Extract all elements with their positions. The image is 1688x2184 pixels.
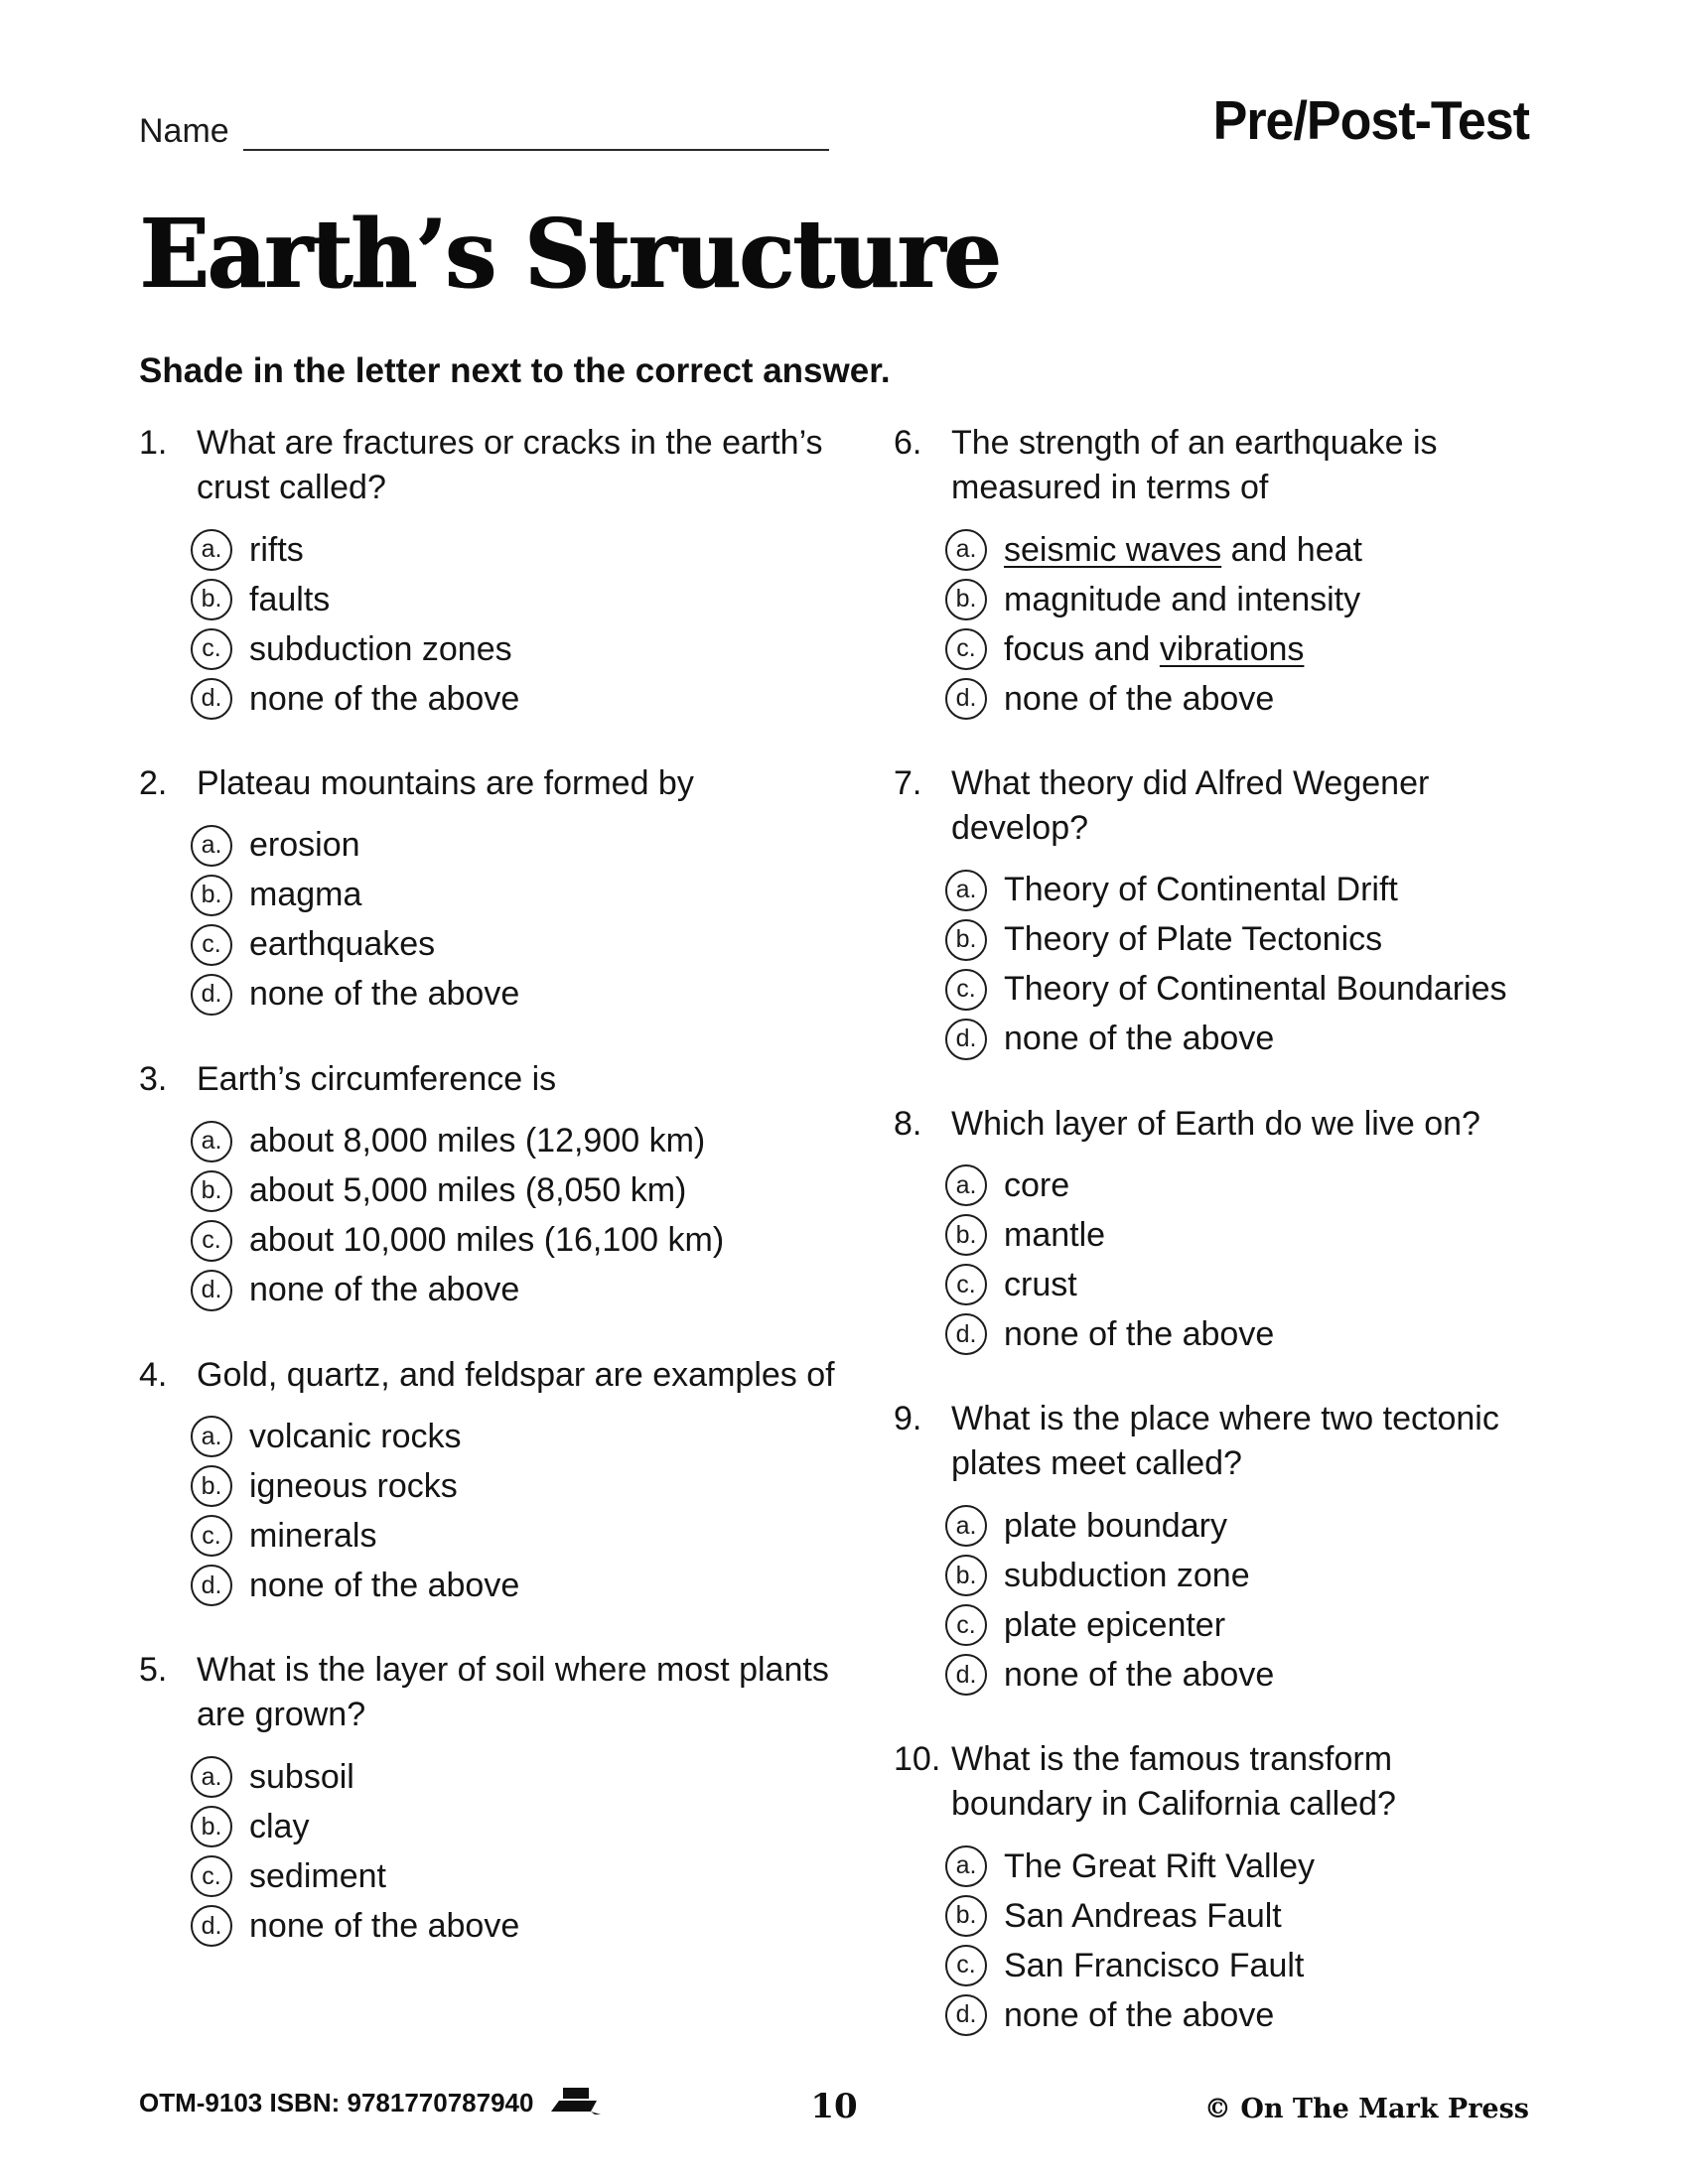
answer-bubble[interactable]: c.: [191, 924, 232, 966]
question-number: 2.: [139, 763, 168, 802]
question-columns: [139, 421, 1529, 2078]
answer-bubble[interactable]: a.: [945, 529, 987, 571]
option-text: [249, 973, 519, 1016]
option-text-segment: plate epicenter: [1004, 1605, 1226, 1644]
answer-bubble[interactable]: c.: [191, 1855, 232, 1897]
answer-bubble[interactable]: c.: [945, 969, 987, 1011]
option-text: [1004, 1505, 1227, 1548]
answer-bubble[interactable]: c.: [945, 1604, 987, 1646]
option-text-segment: none of the above: [249, 1567, 520, 1605]
question: [894, 421, 1529, 724]
question-text: Earth’s circumference is: [197, 1059, 557, 1098]
option-row: [191, 1752, 854, 1802]
option-text: [1004, 968, 1507, 1011]
option-row: [191, 1511, 854, 1561]
answer-bubble[interactable]: b.: [191, 1170, 232, 1212]
option-text-segment: subduction zones: [249, 629, 512, 668]
option-row: [191, 1802, 854, 1851]
option-text-segment: earthquakes: [249, 925, 436, 964]
question-number: 1.: [139, 424, 168, 462]
option-text-segment: none of the above: [249, 679, 520, 718]
question-text: What is the place where two tectonic plates meet called?: [951, 1400, 1499, 1483]
option-row: [945, 674, 1529, 724]
question-number: 3.: [139, 1059, 168, 1098]
press-logo-icon: [551, 2082, 603, 2124]
answer-bubble[interactable]: a.: [191, 825, 232, 867]
option-row: [945, 866, 1529, 915]
page-number: 10: [810, 2087, 858, 2126]
option-text-segment: none of the above: [1004, 679, 1275, 718]
option-text: [1004, 918, 1382, 961]
option-row: [945, 1210, 1529, 1260]
option-text: [1004, 1654, 1274, 1697]
option-text-segment: none of the above: [1004, 1995, 1275, 2034]
option-text-segment: crust: [1004, 1266, 1077, 1304]
question-number: 5.: [139, 1651, 168, 1690]
option-text: [249, 1269, 519, 1311]
option-row: [945, 1650, 1529, 1700]
question: [894, 1102, 1529, 1360]
option-row: [191, 624, 854, 674]
options-list: [945, 1501, 1529, 1700]
answer-bubble[interactable]: d.: [945, 678, 987, 720]
option-text-segment: none of the above: [1004, 1315, 1275, 1354]
question: [139, 1648, 854, 1951]
option-row: [945, 575, 1529, 624]
answer-bubble[interactable]: d.: [945, 1654, 987, 1696]
answer-bubble[interactable]: a.: [191, 529, 232, 571]
answer-bubble[interactable]: c.: [945, 628, 987, 670]
option-text-segment: Theory of Continental Drift: [1004, 871, 1398, 909]
option-row: [945, 525, 1529, 575]
option-row: [191, 1461, 854, 1511]
option-text: [249, 1565, 519, 1607]
question-text: Gold, quartz, and feldspar are examples of: [197, 1355, 835, 1394]
option-text: [1004, 1845, 1315, 1888]
option-text-segment: igneous rocks: [249, 1467, 458, 1506]
option-text-segment: focus and: [1004, 629, 1160, 668]
options-list: [191, 525, 854, 724]
option-text-segment: sediment: [249, 1856, 386, 1895]
option-row: [191, 871, 854, 920]
option-text-segment: plate boundary: [1004, 1506, 1227, 1545]
isbn-code: OTM-9103 ISBN: 9781770787940: [139, 2088, 534, 2117]
option-text: [1004, 1895, 1282, 1938]
answer-bubble[interactable]: d.: [945, 1994, 987, 2036]
option-text-segment: about 10,000 miles (16,100 km): [249, 1221, 725, 1260]
option-row: [191, 1851, 854, 1901]
option-text-segment: magma: [249, 876, 362, 914]
option-text-segment: Theory of Continental Boundaries: [1004, 970, 1507, 1009]
question: [894, 1737, 1529, 2040]
question-text: What is the famous transform boundary in California called?: [951, 1740, 1396, 1823]
question: [894, 1397, 1529, 1700]
page-header: [139, 91, 1529, 151]
option-text: [249, 874, 361, 916]
name-input-line[interactable]: [243, 113, 829, 151]
option-text: [1004, 1555, 1250, 1597]
option-row: [945, 1600, 1529, 1650]
name-label: Name: [139, 112, 229, 150]
option-row: [945, 965, 1529, 1015]
question-number: 4.: [139, 1355, 168, 1394]
option-text-segment: about 5,000 miles (8,050 km): [249, 1171, 687, 1210]
question-number: 9.: [894, 1400, 922, 1438]
option-text: [249, 923, 435, 966]
option-row: [191, 1216, 854, 1266]
answer-bubble[interactable]: c.: [191, 1220, 232, 1262]
question: [139, 421, 854, 724]
option-text: [249, 1756, 354, 1799]
answer-bubble[interactable]: d.: [191, 1905, 232, 1947]
answer-bubble[interactable]: b.: [945, 1555, 987, 1596]
question-text: What is the layer of soil where most plants are grown?: [197, 1651, 829, 1734]
question-text: The strength of an earthquake is measured in terms of: [951, 424, 1438, 506]
option-text: [1004, 529, 1362, 572]
answer-bubble[interactable]: d.: [945, 1313, 987, 1355]
option-row: [191, 674, 854, 724]
option-text-segment: none of the above: [249, 1906, 520, 1945]
option-text-segment: San Francisco Fault: [1004, 1946, 1305, 1984]
answer-bubble[interactable]: a.: [191, 1756, 232, 1798]
answer-bubble[interactable]: a.: [945, 1845, 987, 1887]
option-text-segment: none of the above: [249, 975, 520, 1014]
option-text: [1004, 1018, 1274, 1060]
option-row: [945, 1551, 1529, 1600]
option-row: [945, 1941, 1529, 1990]
answer-bubble[interactable]: b.: [945, 1214, 987, 1256]
option-text: [249, 1219, 724, 1262]
option-text: [1004, 1945, 1304, 1987]
options-list: [191, 1412, 854, 1610]
column-left: [139, 421, 854, 2078]
option-text-segment: magnitude and intensity: [1004, 580, 1361, 618]
option-text: [249, 1905, 519, 1948]
option-text: [1004, 1994, 1274, 2037]
answer-bubble[interactable]: a.: [945, 1505, 987, 1547]
option-text: [1004, 1313, 1274, 1356]
answer-bubble[interactable]: c.: [191, 1515, 232, 1557]
question-number: 10.: [894, 1740, 941, 1779]
answer-bubble[interactable]: a.: [945, 870, 987, 911]
option-text: [249, 1465, 458, 1508]
answer-bubble[interactable]: b.: [945, 579, 987, 620]
answer-bubble[interactable]: a.: [945, 1164, 987, 1206]
option-text-segment: seismic waves: [1004, 530, 1222, 569]
answer-bubble[interactable]: b.: [191, 1806, 232, 1847]
answer-bubble[interactable]: b.: [191, 579, 232, 620]
question: [139, 1057, 854, 1315]
option-row: [191, 1901, 854, 1951]
options-list: [945, 1160, 1529, 1359]
option-text: [1004, 579, 1360, 621]
option-row: [945, 1160, 1529, 1210]
option-row: [945, 915, 1529, 965]
answer-bubble[interactable]: d.: [945, 1019, 987, 1060]
answer-bubble[interactable]: c.: [945, 1945, 987, 1986]
question: [139, 1353, 854, 1611]
answer-bubble[interactable]: b.: [191, 875, 232, 916]
option-row: [191, 1166, 854, 1216]
option-text: [1004, 678, 1274, 721]
question-text: Which layer of Earth do we live on?: [951, 1104, 1480, 1143]
column-right: [894, 421, 1529, 2078]
option-text-segment: minerals: [249, 1517, 377, 1556]
option-text: [249, 678, 519, 721]
option-text: [249, 628, 512, 671]
option-text-segment: Theory of Plate Tectonics: [1004, 920, 1383, 959]
option-text-segment: San Andreas Fault: [1004, 1896, 1282, 1935]
option-row: [191, 1266, 854, 1315]
answer-bubble[interactable]: b.: [945, 1895, 987, 1937]
option-text: [249, 529, 304, 572]
option-text: [249, 1416, 462, 1458]
question-text: Plateau mountains are formed by: [197, 763, 694, 802]
option-text: [1004, 869, 1398, 911]
option-row: [191, 821, 854, 871]
options-list: [945, 525, 1529, 724]
question: [894, 761, 1529, 1064]
option-text-segment: none of the above: [1004, 1655, 1275, 1694]
page-title: Earth’s Structure: [139, 198, 1000, 310]
question-text: What theory did Alfred Wegener develop?: [951, 763, 1430, 847]
answer-bubble[interactable]: c.: [191, 628, 232, 670]
option-text-segment: clay: [249, 1807, 310, 1845]
option-text-segment: and heat: [1221, 530, 1362, 569]
question-text: What are fractures or cracks in the earth’s crust called?: [197, 424, 823, 506]
option-text-segment: core: [1004, 1166, 1070, 1205]
option-text-segment: subduction zone: [1004, 1556, 1250, 1594]
answer-bubble[interactable]: b.: [945, 919, 987, 961]
option-text-segment: erosion: [249, 826, 360, 865]
name-field: [139, 112, 829, 151]
footer-publisher-code: [139, 2082, 603, 2124]
option-text: [249, 824, 360, 867]
options-list: [191, 821, 854, 1020]
option-text: [249, 1169, 686, 1212]
answer-bubble[interactable]: d.: [191, 974, 232, 1016]
option-row: [945, 624, 1529, 674]
option-text-segment: vibrations: [1159, 629, 1305, 668]
answer-bubble[interactable]: c.: [945, 1264, 987, 1305]
copyright-text: © On The Mark Press: [1203, 2094, 1529, 2124]
option-text: [249, 1806, 309, 1848]
option-row: [945, 1990, 1529, 2040]
option-text-segment: none of the above: [1004, 1020, 1275, 1058]
option-row: [191, 525, 854, 575]
option-row: [945, 1891, 1529, 1941]
option-row: [191, 575, 854, 624]
option-text: [1004, 1214, 1105, 1257]
options-list: [191, 1752, 854, 1951]
answer-bubble[interactable]: a.: [191, 1416, 232, 1457]
answer-bubble[interactable]: d.: [191, 678, 232, 720]
option-text: [249, 1515, 376, 1558]
option-text-segment: mantle: [1004, 1216, 1106, 1255]
option-row: [945, 1501, 1529, 1551]
question-number: 7.: [894, 763, 922, 802]
options-list: [945, 1842, 1529, 2040]
instructions-text: Shade in the letter next to the correct answer.: [139, 351, 891, 390]
option-text: [1004, 1164, 1069, 1207]
option-row: [191, 1117, 854, 1166]
answer-bubble[interactable]: b.: [191, 1465, 232, 1507]
question-number: 6.: [894, 424, 922, 462]
option-row: [191, 1412, 854, 1461]
option-text-segment: none of the above: [249, 1271, 520, 1309]
option-row: [191, 970, 854, 1020]
option-row: [945, 1015, 1529, 1064]
option-text-segment: about 8,000 miles (12,900 km): [249, 1122, 706, 1160]
option-row: [191, 1561, 854, 1610]
option-text: [1004, 628, 1304, 671]
page-footer: [139, 2079, 1529, 2128]
question-number: 8.: [894, 1104, 922, 1143]
answer-bubble[interactable]: d.: [191, 1270, 232, 1311]
option-text: [249, 1120, 705, 1162]
option-row: [191, 920, 854, 970]
option-text: [249, 579, 330, 621]
test-type-label: Pre/Post-Test: [1212, 90, 1529, 152]
option-text: [1004, 1264, 1077, 1306]
option-row: [945, 1309, 1529, 1359]
option-text-segment: rifts: [249, 530, 304, 569]
question: [139, 761, 854, 1020]
option-row: [945, 1260, 1529, 1309]
option-text-segment: volcanic rocks: [249, 1418, 462, 1456]
option-text: [249, 1855, 386, 1898]
answer-bubble[interactable]: d.: [191, 1565, 232, 1606]
options-list: [945, 866, 1529, 1064]
option-text: [1004, 1604, 1225, 1647]
option-row: [945, 1842, 1529, 1891]
option-text-segment: faults: [249, 580, 331, 618]
options-list: [191, 1117, 854, 1315]
option-text-segment: The Great Rift Valley: [1004, 1846, 1316, 1885]
option-text-segment: subsoil: [249, 1757, 354, 1796]
answer-bubble[interactable]: a.: [191, 1121, 232, 1162]
